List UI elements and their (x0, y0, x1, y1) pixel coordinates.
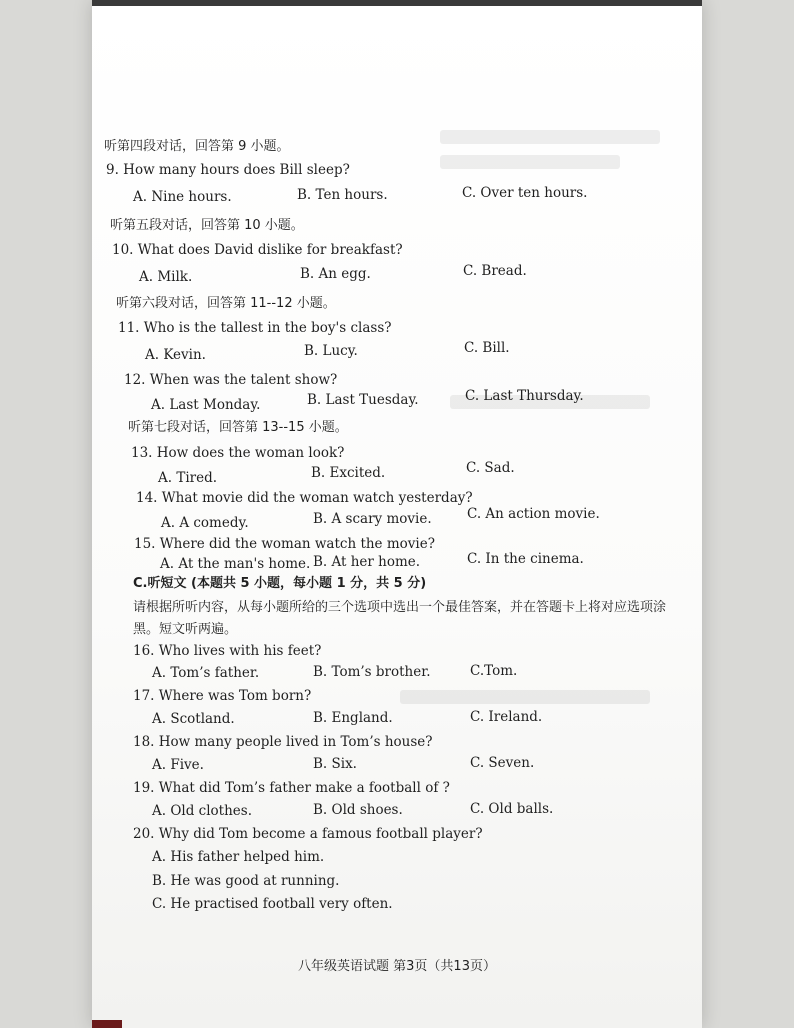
section-header: 听第五段对话，回答第 10 小题。 (110, 218, 304, 233)
option-c: C. Old balls. (470, 801, 554, 817)
question-stem: 11. Who is the tallest in the boy's class? (118, 320, 392, 336)
question-stem: 17. Where was Tom born? (133, 688, 312, 704)
option-a: A. Last Monday. (151, 397, 261, 413)
option-a: A. Scotland. (152, 711, 235, 727)
option-a: A. His father helped him. (152, 849, 325, 865)
question-stem: 18. How many people lived in Tom’s house? (133, 734, 433, 750)
question-stem: 19. What did Tom’s father make a football of ? (133, 780, 450, 796)
option-b: B. Excited. (311, 465, 386, 481)
option-a: A. A comedy. (161, 515, 249, 531)
section-header: 听第四段对话，回答第 9 小题。 (104, 139, 290, 154)
option-c: C. He practised football very often. (152, 896, 393, 912)
option-a: A. Nine hours. (133, 189, 232, 205)
option-b: B. A scary movie. (313, 511, 432, 527)
question-stem: 10. What does David dislike for breakfast? (112, 242, 403, 258)
section-header: 听第七段对话，回答第 13--15 小题。 (128, 420, 348, 435)
option-b: B. Old shoes. (313, 802, 403, 818)
question-stem: 13. How does the woman look? (131, 445, 345, 461)
option-a: A. At the man's home. (160, 556, 311, 572)
page-footer: 八年级英语试题 第3页（共13页） (298, 959, 496, 974)
option-b: B. Six. (313, 756, 357, 772)
part-c-title: C.听短文 (本题共 5 小题，每小题 1 分，共 5 分) (133, 576, 427, 591)
option-b: B. Last Tuesday. (307, 392, 419, 408)
option-c: C. Ireland. (470, 709, 543, 725)
question-stem: 14. What movie did the woman watch yesterday? (136, 490, 473, 506)
page-top-edge (92, 0, 702, 6)
option-b: B. Lucy. (304, 343, 358, 359)
option-c: C. Seven. (470, 755, 535, 771)
bleed-through-text (440, 155, 620, 169)
option-a: A. Tom’s father. (152, 665, 260, 681)
option-b: B. Tom’s brother. (313, 664, 431, 680)
option-c: C. An action movie. (467, 506, 600, 522)
question-stem: 16. Who lives with his feet? (133, 643, 322, 659)
option-a: A. Five. (152, 757, 204, 773)
option-b: B. Ten hours. (297, 187, 388, 203)
option-a: A. Milk. (139, 269, 193, 285)
option-c: C. Sad. (466, 460, 515, 476)
option-c: C.Tom. (470, 663, 518, 679)
option-b: B. An egg. (300, 266, 371, 282)
option-b: B. England. (313, 710, 393, 726)
option-a: A. Old clothes. (152, 803, 252, 819)
bleed-through-text (440, 130, 660, 144)
section-header: 听第六段对话，回答第 11--12 小题。 (116, 296, 336, 311)
option-c: C. Bread. (463, 263, 527, 279)
option-a: A. Tired. (158, 470, 218, 486)
question-stem: 9. How many hours does Bill sleep? (106, 162, 350, 178)
question-stem: 20. Why did Tom become a famous football player? (133, 826, 483, 842)
part-c-instruction: 请根据所听内容，从每小题所给的三个选项中选出一个最佳答案，并在答题卡上将对应选项涂 (133, 600, 667, 615)
option-c: C. Last Thursday. (465, 388, 584, 404)
option-c: C. Over ten hours. (462, 185, 588, 201)
option-b: B. At her home. (313, 554, 421, 570)
option-b: B. He was good at running. (152, 873, 340, 889)
page-bottom-edge (92, 1020, 702, 1028)
option-c: C. In the cinema. (467, 551, 584, 567)
part-c-instruction: 黑。短文听两遍。 (133, 622, 238, 637)
option-a: A. Kevin. (145, 347, 206, 363)
question-stem: 12. When was the talent show? (124, 372, 338, 388)
bleed-through-text (400, 690, 650, 704)
question-stem: 15. Where did the woman watch the movie? (134, 536, 435, 552)
option-c: C. Bill. (464, 340, 510, 356)
